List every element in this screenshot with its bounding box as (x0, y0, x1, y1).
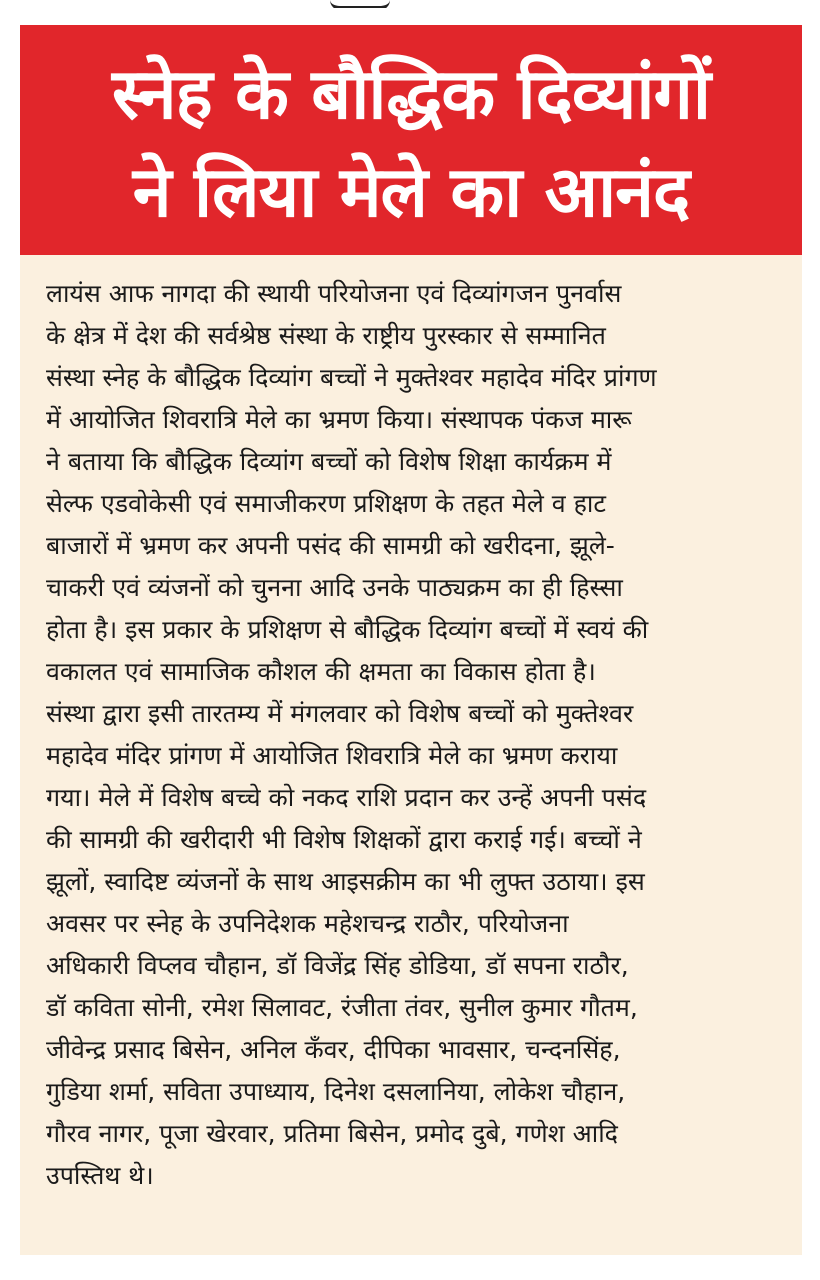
article-line: डॉ कविता सोनी, रमेश सिलावट, रंजीता तंवर, सुनील कुमार गौतम, (46, 993, 638, 1022)
article-line: अधिकारी विप्लव चौहान, डॉ विजेंद्र सिंह डोडिया, डॉ सपना राठौर, (46, 951, 629, 980)
article-line: लायंस आफ नागदा की स्थायी परियोजना एवं दिव्यांगजन पुनर्वास (46, 279, 622, 308)
article-line: संस्था स्नेह के बौद्धिक दिव्यांग बच्चों ने मुक्तेश्वर महादेव मंदिर प्रांगण (46, 363, 657, 392)
article-line: सेल्फ एडवोकेसी एवं समाजीकरण प्रशिक्षण के तहत मेले व हाट (46, 489, 606, 518)
article-line: अवसर पर स्नेह के उपनिदेशक महेशचन्द्र राठौर, परियोजना (46, 909, 569, 938)
newspaper-clipping (20, 25, 802, 1255)
headline (20, 45, 802, 241)
article-line: गुडिया शर्मा, सविता उपाध्याय, दिनेश दसलानिया, लोकेश चौहान, (46, 1077, 626, 1106)
article-line: जीवेन्द्र प्रसाद बिसेन, अनिल कँवर, दीपिका भावसार, चन्दनसिंह, (46, 1035, 621, 1064)
article-line: बाजारों में भ्रमण कर अपनी पसंद की सामग्री को खरीदना, झूले- (46, 531, 615, 560)
clipped-graphic-fragment (330, 0, 400, 8)
article-line: महादेव मंदिर प्रांगण में आयोजित शिवरात्रि मेले का भ्रमण कराया (46, 741, 618, 770)
article-line: होता है। इस प्रकार के प्रशिक्षण से बौद्धिक दिव्यांग बच्चों में स्वयं की (46, 615, 649, 644)
headline-line-1: स्नेह के बौद्धिक दिव्यांगों (111, 53, 711, 135)
article-line: संस्था द्वारा इसी तारतम्य में मंगलवार को विशेष बच्चों को मुक्तेश्वर (46, 699, 634, 728)
headline-line-2: ने लिया मेले का आनंद (132, 151, 690, 233)
article-body (46, 273, 786, 1197)
article-line: गया। मेले में विशेष बच्चे को नकद राशि प्रदान कर उन्हें अपनी पसंद (46, 783, 647, 812)
article-line: ने बताया कि बौद्धिक दिव्यांग बच्चों को विशेष शिक्षा कार्यक्रम में (46, 447, 612, 476)
article-line: उपस्तिथ थे। (46, 1161, 154, 1190)
article-line: वकालत एवं सामाजिक कौशल की क्षमता का विकास होता है। (46, 657, 596, 686)
article-line: चाकरी एवं व्यंजनों को चुनना आदि उनके पाठ्यक्रम का ही हिस्सा (46, 573, 623, 602)
article-line: के क्षेत्र में देश की सर्वश्रेष्ठ संस्था के राष्ट्रीय पुरस्कार से सम्मानित (46, 321, 606, 350)
headline-banner (20, 25, 802, 255)
article-line: झूलों, स्वादिष्ट व्यंजनों के साथ आइसक्रीम का भी लुफ्त उठाया। इस (46, 867, 645, 896)
article-line: गौरव नागर, पूजा खेरवार, प्रतिमा बिसेन, प्रमोद दुबे, गणेश आदि (46, 1119, 618, 1148)
article-line: की सामग्री की खरीदारी भी विशेष शिक्षकों द्वारा कराई गई। बच्चों ने (46, 825, 642, 854)
article-line: में आयोजित शिवरात्रि मेले का भ्रमण किया। संस्थापक पंकज मारू (46, 405, 632, 434)
